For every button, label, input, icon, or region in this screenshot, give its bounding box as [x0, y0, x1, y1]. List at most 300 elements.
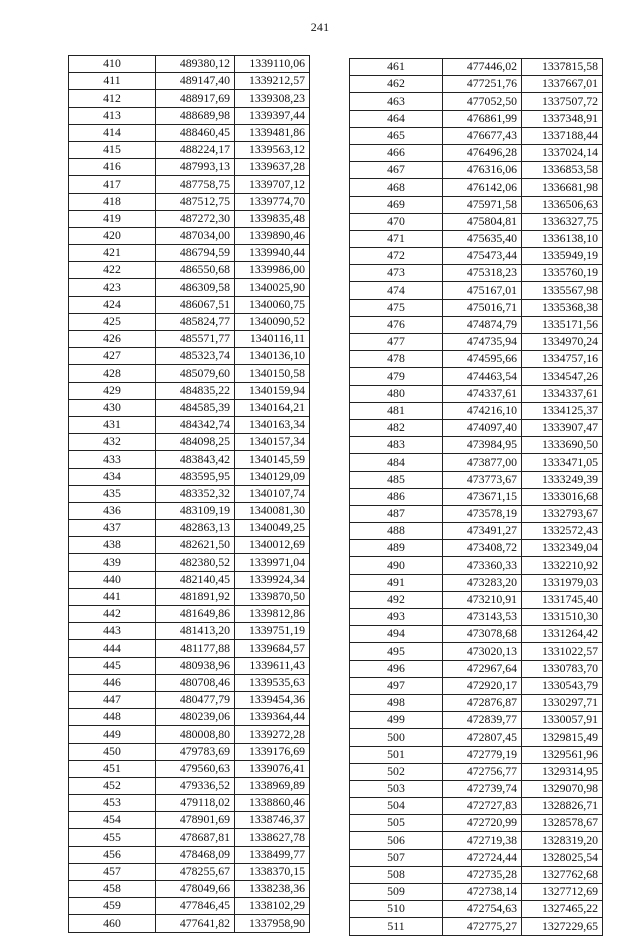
point-number-cell: 481 — [350, 402, 443, 419]
x-coordinate-cell: 472720,99 — [443, 815, 522, 832]
table-row — [69, 73, 310, 90]
y-coordinate-cell: 1339176,69 — [235, 743, 310, 760]
y-coordinate-cell: 1338370,15 — [235, 863, 310, 880]
point-number-cell: 485 — [350, 471, 443, 488]
point-number-cell: 459 — [69, 898, 156, 915]
table-row — [69, 812, 310, 829]
y-coordinate-cell: 1339707,12 — [235, 176, 310, 193]
y-coordinate-cell: 1331022,57 — [522, 643, 603, 660]
table-row — [350, 918, 603, 935]
point-number-cell: 450 — [69, 743, 156, 760]
table-row — [69, 520, 310, 537]
point-number-cell: 509 — [350, 884, 443, 901]
point-number-cell: 472 — [350, 248, 443, 265]
point-number-cell: 413 — [69, 107, 156, 124]
x-coordinate-cell: 472739,74 — [443, 780, 522, 797]
table-row — [350, 574, 603, 591]
point-number-cell: 496 — [350, 660, 443, 677]
point-number-cell: 428 — [69, 365, 156, 382]
point-number-cell: 511 — [350, 918, 443, 935]
point-number-cell: 431 — [69, 416, 156, 433]
y-coordinate-cell: 1335567,98 — [522, 282, 603, 299]
y-coordinate-cell: 1339454,36 — [235, 691, 310, 708]
x-coordinate-cell: 476496,28 — [443, 144, 522, 161]
y-coordinate-cell: 1329070,98 — [522, 780, 603, 797]
point-number-cell: 412 — [69, 90, 156, 107]
point-number-cell: 461 — [350, 59, 443, 76]
x-coordinate-cell: 476142,06 — [443, 179, 522, 196]
point-number-cell: 454 — [69, 812, 156, 829]
point-number-cell: 430 — [69, 399, 156, 416]
table-row — [350, 540, 603, 557]
x-coordinate-cell: 476677,43 — [443, 127, 522, 144]
table-row — [69, 107, 310, 124]
y-coordinate-cell: 1339611,43 — [235, 657, 310, 674]
point-number-cell: 479 — [350, 368, 443, 385]
point-number-cell: 410 — [69, 56, 156, 73]
table-row — [350, 162, 603, 179]
point-number-cell: 486 — [350, 488, 443, 505]
x-coordinate-cell: 474337,61 — [443, 385, 522, 402]
point-number-cell: 427 — [69, 348, 156, 365]
table-row — [69, 537, 310, 554]
table-row — [350, 110, 603, 127]
point-number-cell: 446 — [69, 674, 156, 691]
y-coordinate-cell: 1339397,44 — [235, 107, 310, 124]
table-row — [350, 437, 603, 454]
y-coordinate-cell: 1327762,68 — [522, 866, 603, 883]
y-coordinate-cell: 1338746,37 — [235, 812, 310, 829]
table-row — [350, 712, 603, 729]
table-row — [69, 331, 310, 348]
table-row — [350, 694, 603, 711]
point-number-cell: 424 — [69, 296, 156, 313]
y-coordinate-cell: 1340129,09 — [235, 468, 310, 485]
y-coordinate-cell: 1334125,37 — [522, 402, 603, 419]
x-coordinate-cell: 486067,51 — [156, 296, 235, 313]
x-coordinate-cell: 473360,33 — [443, 557, 522, 574]
point-number-cell: 421 — [69, 245, 156, 262]
point-number-cell: 426 — [69, 331, 156, 348]
point-number-cell: 455 — [69, 829, 156, 846]
y-coordinate-cell: 1339481,86 — [235, 124, 310, 141]
point-number-cell: 445 — [69, 657, 156, 674]
y-coordinate-cell: 1334757,16 — [522, 351, 603, 368]
point-number-cell: 452 — [69, 777, 156, 794]
point-number-cell: 439 — [69, 554, 156, 571]
point-number-cell: 435 — [69, 485, 156, 502]
y-coordinate-cell: 1339684,57 — [235, 640, 310, 657]
table-row — [350, 832, 603, 849]
x-coordinate-cell: 476861,99 — [443, 110, 522, 127]
x-coordinate-cell: 484098,25 — [156, 434, 235, 451]
y-coordinate-cell: 1339637,28 — [235, 159, 310, 176]
x-coordinate-cell: 477846,45 — [156, 898, 235, 915]
table-row — [69, 829, 310, 846]
y-coordinate-cell: 1339986,00 — [235, 262, 310, 279]
x-coordinate-cell: 484585,39 — [156, 399, 235, 416]
y-coordinate-cell: 1328319,20 — [522, 832, 603, 849]
x-coordinate-cell: 488689,98 — [156, 107, 235, 124]
table-row — [69, 554, 310, 571]
table-row — [350, 901, 603, 918]
x-coordinate-cell: 477251,76 — [443, 76, 522, 93]
y-coordinate-cell: 1339212,57 — [235, 73, 310, 90]
table-row — [69, 348, 310, 365]
table-row — [350, 609, 603, 626]
point-number-cell: 506 — [350, 832, 443, 849]
x-coordinate-cell: 478468,09 — [156, 846, 235, 863]
table-row — [69, 210, 310, 227]
y-coordinate-cell: 1339308,23 — [235, 90, 310, 107]
point-number-cell: 456 — [69, 846, 156, 863]
x-coordinate-cell: 475971,58 — [443, 196, 522, 213]
x-coordinate-cell: 474874,79 — [443, 316, 522, 333]
y-coordinate-cell: 1338627,78 — [235, 829, 310, 846]
x-coordinate-cell: 477052,50 — [443, 93, 522, 110]
x-coordinate-cell: 484835,22 — [156, 382, 235, 399]
table-row — [350, 213, 603, 230]
x-coordinate-cell: 472967,64 — [443, 660, 522, 677]
table-row — [69, 365, 310, 382]
point-number-cell: 495 — [350, 643, 443, 660]
x-coordinate-cell: 486309,58 — [156, 279, 235, 296]
x-coordinate-cell: 488460,45 — [156, 124, 235, 141]
x-coordinate-cell: 481891,92 — [156, 588, 235, 605]
x-coordinate-cell: 476316,06 — [443, 162, 522, 179]
point-number-cell: 469 — [350, 196, 443, 213]
table-row — [69, 606, 310, 623]
y-coordinate-cell: 1337507,72 — [522, 93, 603, 110]
table-row — [69, 795, 310, 812]
table-row — [350, 93, 603, 110]
y-coordinate-cell: 1333907,47 — [522, 419, 603, 436]
x-coordinate-cell: 480008,80 — [156, 726, 235, 743]
table-row — [350, 282, 603, 299]
point-number-cell: 502 — [350, 763, 443, 780]
table-row — [350, 471, 603, 488]
y-coordinate-cell: 1332210,92 — [522, 557, 603, 574]
point-number-cell: 425 — [69, 313, 156, 330]
x-coordinate-cell: 486550,68 — [156, 262, 235, 279]
y-coordinate-cell: 1337024,14 — [522, 144, 603, 161]
table-row — [69, 124, 310, 141]
y-coordinate-cell: 1340159,94 — [235, 382, 310, 399]
y-coordinate-cell: 1327229,65 — [522, 918, 603, 935]
table-row — [69, 726, 310, 743]
table-row — [69, 399, 310, 416]
y-coordinate-cell: 1327465,22 — [522, 901, 603, 918]
page-number: 241 — [310, 20, 330, 34]
y-coordinate-cell: 1339870,50 — [235, 588, 310, 605]
y-coordinate-cell: 1339110,06 — [235, 56, 310, 73]
y-coordinate-cell: 1338860,46 — [235, 795, 310, 812]
point-number-cell: 466 — [350, 144, 443, 161]
y-coordinate-cell: 1331510,30 — [522, 609, 603, 626]
x-coordinate-cell: 473877,00 — [443, 454, 522, 471]
table-row — [69, 881, 310, 898]
point-number-cell: 475 — [350, 299, 443, 316]
point-number-cell: 470 — [350, 213, 443, 230]
y-coordinate-cell: 1329815,49 — [522, 729, 603, 746]
y-coordinate-cell: 1338238,36 — [235, 881, 310, 898]
point-number-cell: 474 — [350, 282, 443, 299]
y-coordinate-cell: 1340012,69 — [235, 537, 310, 554]
x-coordinate-cell: 472735,28 — [443, 866, 522, 883]
point-number-cell: 447 — [69, 691, 156, 708]
x-coordinate-cell: 472724,44 — [443, 849, 522, 866]
point-number-cell: 458 — [69, 881, 156, 898]
point-number-cell: 497 — [350, 677, 443, 694]
x-coordinate-cell: 472920,17 — [443, 677, 522, 694]
y-coordinate-cell: 1340107,74 — [235, 485, 310, 502]
point-number-cell: 492 — [350, 591, 443, 608]
y-coordinate-cell: 1336506,63 — [522, 196, 603, 213]
table-row — [350, 59, 603, 76]
point-number-cell: 449 — [69, 726, 156, 743]
x-coordinate-cell: 473578,19 — [443, 505, 522, 522]
table-row — [69, 571, 310, 588]
point-number-cell: 476 — [350, 316, 443, 333]
table-row — [69, 193, 310, 210]
x-coordinate-cell: 485323,74 — [156, 348, 235, 365]
point-number-cell: 414 — [69, 124, 156, 141]
x-coordinate-cell: 486794,59 — [156, 245, 235, 262]
y-coordinate-cell: 1340049,25 — [235, 520, 310, 537]
y-coordinate-cell: 1331264,42 — [522, 626, 603, 643]
y-coordinate-cell: 1340145,59 — [235, 451, 310, 468]
table-row — [350, 265, 603, 282]
y-coordinate-cell: 1329314,95 — [522, 763, 603, 780]
table-row — [350, 179, 603, 196]
table-row — [350, 884, 603, 901]
point-number-cell: 432 — [69, 434, 156, 451]
x-coordinate-cell: 473283,20 — [443, 574, 522, 591]
point-number-cell: 483 — [350, 437, 443, 454]
x-coordinate-cell: 477446,02 — [443, 59, 522, 76]
x-coordinate-cell: 484342,74 — [156, 416, 235, 433]
table-row — [69, 485, 310, 502]
table-row — [69, 502, 310, 519]
table-row — [69, 56, 310, 73]
x-coordinate-cell: 487272,30 — [156, 210, 235, 227]
table-row — [350, 746, 603, 763]
y-coordinate-cell: 1333690,50 — [522, 437, 603, 454]
point-number-cell: 437 — [69, 520, 156, 537]
y-coordinate-cell: 1334970,24 — [522, 334, 603, 351]
y-coordinate-cell: 1333249,39 — [522, 471, 603, 488]
x-coordinate-cell: 475318,23 — [443, 265, 522, 282]
x-coordinate-cell: 474595,66 — [443, 351, 522, 368]
y-coordinate-cell: 1327712,69 — [522, 884, 603, 901]
table-row — [350, 488, 603, 505]
table-row — [350, 316, 603, 333]
table-row — [350, 677, 603, 694]
point-number-cell: 507 — [350, 849, 443, 866]
table-row — [350, 385, 603, 402]
y-coordinate-cell: 1335949,19 — [522, 248, 603, 265]
table-row — [350, 248, 603, 265]
point-number-cell: 441 — [69, 588, 156, 605]
y-coordinate-cell: 1340090,52 — [235, 313, 310, 330]
table-row — [69, 262, 310, 279]
x-coordinate-cell: 473020,13 — [443, 643, 522, 660]
y-coordinate-cell: 1339364,44 — [235, 709, 310, 726]
y-coordinate-cell: 1338499,77 — [235, 846, 310, 863]
point-number-cell: 438 — [69, 537, 156, 554]
y-coordinate-cell: 1339563,12 — [235, 141, 310, 158]
table-row — [69, 863, 310, 880]
table-row — [69, 674, 310, 691]
y-coordinate-cell: 1335760,19 — [522, 265, 603, 282]
x-coordinate-cell: 478255,67 — [156, 863, 235, 880]
table-row — [69, 416, 310, 433]
table-row — [350, 144, 603, 161]
x-coordinate-cell: 473671,15 — [443, 488, 522, 505]
point-number-cell: 462 — [350, 76, 443, 93]
y-coordinate-cell: 1331979,03 — [522, 574, 603, 591]
table-row — [69, 141, 310, 158]
table-row — [350, 849, 603, 866]
point-number-cell: 505 — [350, 815, 443, 832]
table-row — [69, 777, 310, 794]
point-number-cell: 467 — [350, 162, 443, 179]
x-coordinate-cell: 479783,69 — [156, 743, 235, 760]
coordinates-table-right — [349, 58, 603, 936]
point-number-cell: 487 — [350, 505, 443, 522]
y-coordinate-cell: 1339774,70 — [235, 193, 310, 210]
point-number-cell: 478 — [350, 351, 443, 368]
x-coordinate-cell: 475635,40 — [443, 230, 522, 247]
x-coordinate-cell: 487034,00 — [156, 227, 235, 244]
y-coordinate-cell: 1339835,48 — [235, 210, 310, 227]
table-row — [350, 523, 603, 540]
table-row — [69, 434, 310, 451]
point-number-cell: 482 — [350, 419, 443, 436]
y-coordinate-cell: 1339535,63 — [235, 674, 310, 691]
table-row — [350, 230, 603, 247]
y-coordinate-cell: 1339940,44 — [235, 245, 310, 262]
table-row — [69, 159, 310, 176]
y-coordinate-cell: 1339751,19 — [235, 623, 310, 640]
point-number-cell: 471 — [350, 230, 443, 247]
table-row — [69, 176, 310, 193]
table-row — [350, 780, 603, 797]
x-coordinate-cell: 473078,68 — [443, 626, 522, 643]
y-coordinate-cell: 1339076,41 — [235, 760, 310, 777]
x-coordinate-cell: 480708,46 — [156, 674, 235, 691]
table-row — [350, 196, 603, 213]
y-coordinate-cell: 1340116,11 — [235, 331, 310, 348]
point-number-cell: 499 — [350, 712, 443, 729]
x-coordinate-cell: 481177,88 — [156, 640, 235, 657]
x-coordinate-cell: 482140,45 — [156, 571, 235, 588]
x-coordinate-cell: 475804,81 — [443, 213, 522, 230]
point-number-cell: 457 — [69, 863, 156, 880]
y-coordinate-cell: 1329561,96 — [522, 746, 603, 763]
table-row — [69, 588, 310, 605]
table-row — [69, 846, 310, 863]
point-number-cell: 473 — [350, 265, 443, 282]
x-coordinate-cell: 483352,32 — [156, 485, 235, 502]
x-coordinate-cell: 472839,77 — [443, 712, 522, 729]
y-coordinate-cell: 1339971,04 — [235, 554, 310, 571]
x-coordinate-cell: 480938,96 — [156, 657, 235, 674]
x-coordinate-cell: 485824,77 — [156, 313, 235, 330]
point-number-cell: 460 — [69, 915, 156, 932]
point-number-cell: 480 — [350, 385, 443, 402]
y-coordinate-cell: 1334337,61 — [522, 385, 603, 402]
x-coordinate-cell: 485079,60 — [156, 365, 235, 382]
point-number-cell: 440 — [69, 571, 156, 588]
y-coordinate-cell: 1339812,86 — [235, 606, 310, 623]
x-coordinate-cell: 473210,91 — [443, 591, 522, 608]
x-coordinate-cell: 472727,83 — [443, 798, 522, 815]
point-number-cell: 484 — [350, 454, 443, 471]
x-coordinate-cell: 487993,13 — [156, 159, 235, 176]
x-coordinate-cell: 482863,13 — [156, 520, 235, 537]
table-row — [350, 815, 603, 832]
x-coordinate-cell: 478049,66 — [156, 881, 235, 898]
x-coordinate-cell: 472738,14 — [443, 884, 522, 901]
y-coordinate-cell: 1339924,34 — [235, 571, 310, 588]
y-coordinate-cell: 1330297,71 — [522, 694, 603, 711]
x-coordinate-cell: 473984,95 — [443, 437, 522, 454]
point-number-cell: 434 — [69, 468, 156, 485]
x-coordinate-cell: 487758,75 — [156, 176, 235, 193]
y-coordinate-cell: 1328826,71 — [522, 798, 603, 815]
x-coordinate-cell: 473408,72 — [443, 540, 522, 557]
x-coordinate-cell: 473491,27 — [443, 523, 522, 540]
point-number-cell: 436 — [69, 502, 156, 519]
y-coordinate-cell: 1340150,58 — [235, 365, 310, 382]
point-number-cell: 494 — [350, 626, 443, 643]
point-number-cell: 468 — [350, 179, 443, 196]
point-number-cell: 433 — [69, 451, 156, 468]
x-coordinate-cell: 481413,20 — [156, 623, 235, 640]
point-number-cell: 465 — [350, 127, 443, 144]
y-coordinate-cell: 1336138,10 — [522, 230, 603, 247]
point-number-cell: 453 — [69, 795, 156, 812]
point-number-cell: 444 — [69, 640, 156, 657]
table-row — [350, 299, 603, 316]
x-coordinate-cell: 489380,12 — [156, 56, 235, 73]
x-coordinate-cell: 472719,38 — [443, 832, 522, 849]
point-number-cell: 420 — [69, 227, 156, 244]
table-row — [69, 691, 310, 708]
point-number-cell: 490 — [350, 557, 443, 574]
x-coordinate-cell: 473143,53 — [443, 609, 522, 626]
point-number-cell: 442 — [69, 606, 156, 623]
y-coordinate-cell: 1340081,30 — [235, 502, 310, 519]
x-coordinate-cell: 475016,71 — [443, 299, 522, 316]
table-row — [69, 743, 310, 760]
table-row — [350, 454, 603, 471]
point-number-cell: 498 — [350, 694, 443, 711]
x-coordinate-cell: 479560,63 — [156, 760, 235, 777]
point-number-cell: 463 — [350, 93, 443, 110]
x-coordinate-cell: 479118,02 — [156, 795, 235, 812]
table-row — [350, 351, 603, 368]
table-row — [350, 419, 603, 436]
y-coordinate-cell: 1328578,67 — [522, 815, 603, 832]
y-coordinate-cell: 1332349,04 — [522, 540, 603, 557]
y-coordinate-cell: 1330783,70 — [522, 660, 603, 677]
x-coordinate-cell: 472756,77 — [443, 763, 522, 780]
y-coordinate-cell: 1328025,54 — [522, 849, 603, 866]
y-coordinate-cell: 1335171,56 — [522, 316, 603, 333]
y-coordinate-cell: 1337348,91 — [522, 110, 603, 127]
